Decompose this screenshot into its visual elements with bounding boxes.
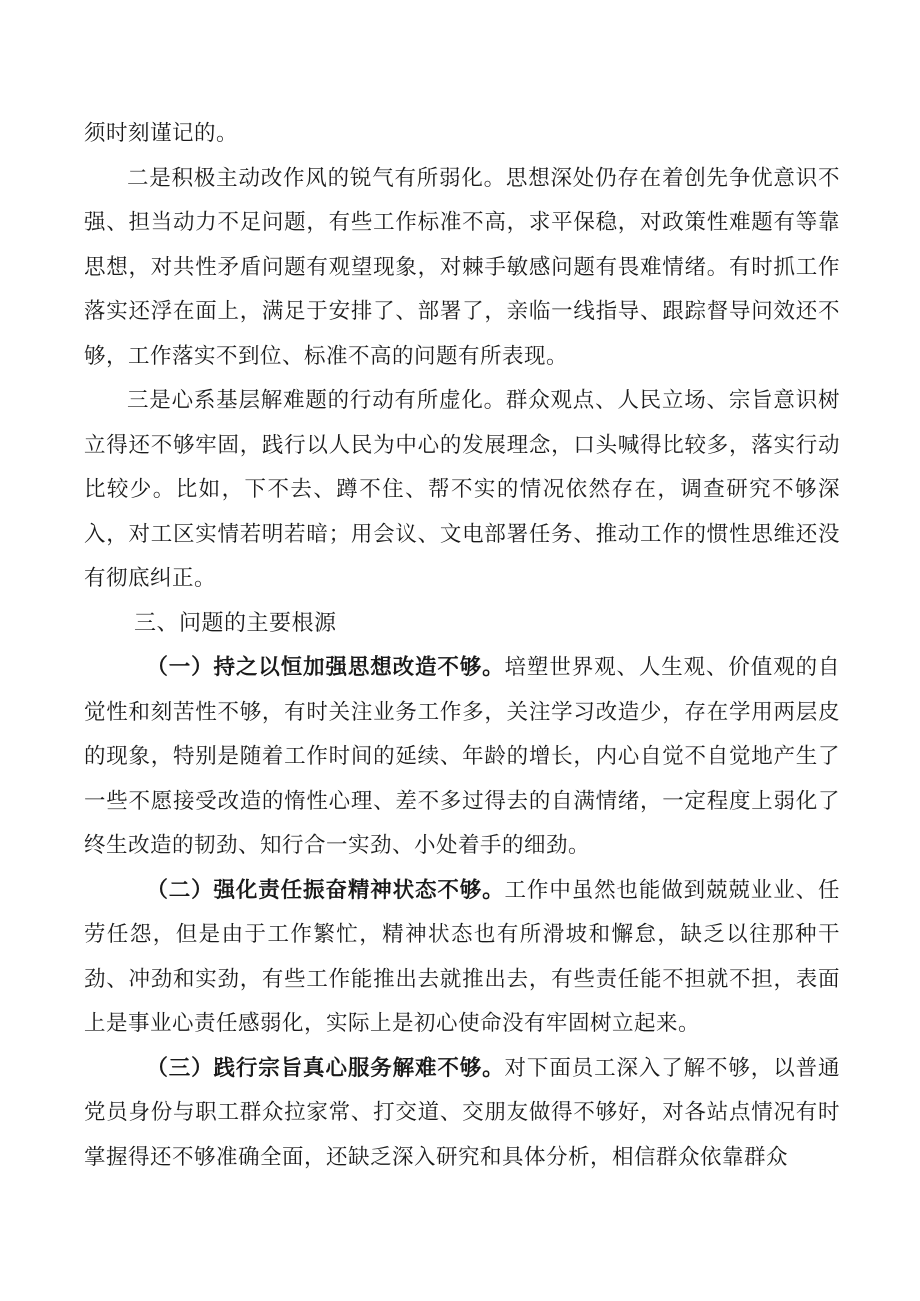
subsection-body-3: 对下面员工深入了解不够，以普通党员身份与职工群众拉家常、打交道、交朋友做得不够好，对各站点情况有时掌握得还不够准确全面，还缺乏深入研究和具体分析，相信群众依靠群众 xyxy=(84,1055,840,1170)
subsection-lead-2: （二）强化责任振奋精神状态不够。 xyxy=(146,877,505,903)
subsection-responsibility xyxy=(84,869,840,1047)
document-page xyxy=(84,112,840,1180)
paragraph-work-style: 二是积极主动改作风的锐气有所弱化。思想深处仍存在着创先争优意识不强、担当动力不足问题，有些工作标准不高，求平保稳，对政策性难题有等靠思想，对共性矛盾问题有观望现象，对棘手敏感问题有畏难情绪。有时抓工作落实还浮在面上，满足于安排了、部署了，亲临一线指导、跟踪督导问效还不够，工作落实不到位、标准不高的问题有所表现。 xyxy=(84,165,840,369)
subsection-thought-reform xyxy=(84,646,840,869)
paragraph-continuation: 须时刻谨记的。 xyxy=(84,121,239,146)
subsection-lead-1: （一）持之以恒加强思想改造不够。 xyxy=(146,655,505,680)
subsection-body-1: 培塑世界观、人生观、价值观的自觉性和刻苦性不够，有时关注业务工作多，关注学习改造少，存在学用两层皮的现象，特别是随着工作时间的延续、年龄的增长，内心自觉不自觉地产生了一些不愿接受改造的惰性心理、差不多过得去的自满情绪，一定程度上弱化了终生改造的韧劲、知行合一实劲、小处着手的细劲。 xyxy=(84,655,840,858)
subsection-lead-3: （三）践行宗旨真心服务解难不够。 xyxy=(146,1055,505,1081)
paragraph-grassroots: 三是心系基层解难题的行动有所虚化。群众观点、人民立场、宗旨意识树立得还不够牢固，践行以人民为中心的发展理念，口头喊得比较多，落实行动比较少。比如，下不去、蹲不住、帮不实的情况依然存在，调查研究不够深入，对工区实情若明若暗；用会议、文电部署任务、推动工作的惯性思维还没有彻底纠正。 xyxy=(84,388,840,591)
subsection-service xyxy=(84,1047,840,1181)
subsection-body-2: 工作中虽然也能做到兢兢业业、任劳任怨，但是由于工作繁忙，精神状态也有所滑坡和懈怠，缺乏以往那种干劲、冲劲和实劲，有些工作能推出去就推出去，有些责任能不担就不担，表面上是事业心责任感弱化，实际上是初心使命没有牢固树立起来。 xyxy=(84,877,840,1036)
section-heading-root-causes: 三、问题的主要根源 xyxy=(134,610,337,636)
